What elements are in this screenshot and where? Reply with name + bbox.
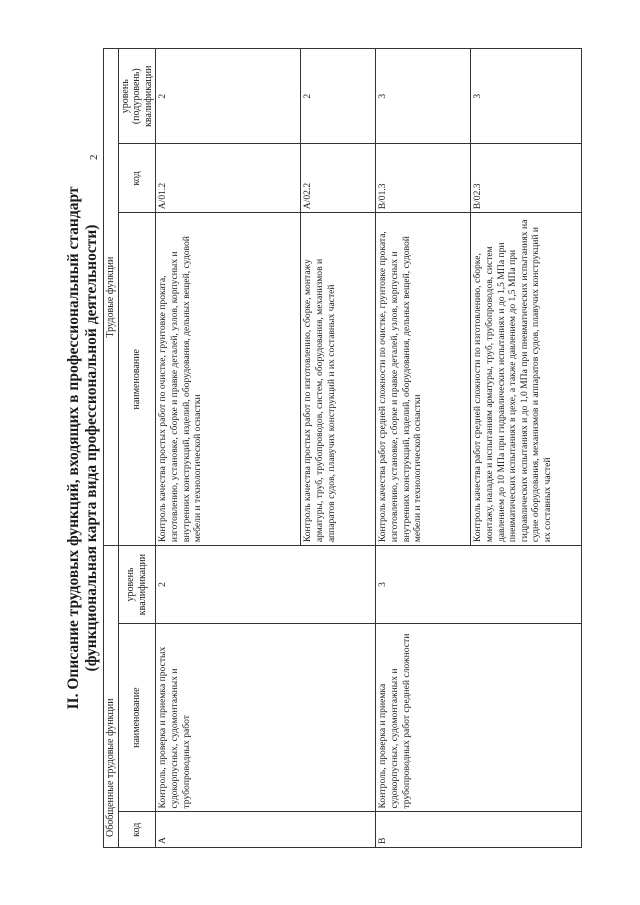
page-title — [65, 48, 103, 848]
header-name: наименование — [118, 623, 156, 812]
header-row-2 — [118, 49, 156, 848]
table-row — [156, 49, 301, 848]
function-name: Контроль качества простых работ по очистке, грунтовке проката, изготовлению, установке, сборке и правке деталей, узлов, корпусных и внутренних конструкций, изделий, оборудования, дельных вещей, судовой мебели и технологической оснастки — [156, 213, 301, 546]
function-code: A/02.2 — [301, 144, 376, 213]
functional-map-table — [103, 48, 582, 848]
group-level: 2 — [156, 546, 376, 624]
header-row-1 — [104, 49, 119, 848]
function-code: A/01.2 — [156, 144, 301, 213]
header-code: код — [118, 812, 156, 848]
rotated-document — [65, 48, 595, 848]
header-functions: Трудовые функции — [104, 49, 119, 546]
header-level: уровень квалификации — [118, 546, 156, 624]
group-code: A — [156, 812, 376, 848]
function-level: 3 — [471, 49, 582, 144]
group-name: Контроль, проверка и приемка простых судокорпусных, судомонтажных и трубопроводных работ — [156, 623, 376, 812]
function-name: Контроль качества работ средней сложности по изготовлению, сборке, монтажу, наладке и испытаниям арматуры, труб, трубопроводов, систем давлением до 10 МПа при гидравлических испытаниях и до 1,5 МПа при пневматических испытаниях в цехе, а также давлением до 1,5 МПа при гидравлических испытаниях и до 1,0 МПа при пневматических испытаниях на судне оборудования, механизмов и аппаратов судов, плавучих конструкций и их составных частей — [471, 213, 582, 546]
page-number: 2 — [88, 154, 100, 160]
function-level: 3 — [376, 49, 471, 144]
function-code: B/02.3 — [471, 144, 582, 213]
header-function-name: наименование — [118, 213, 156, 546]
group-name: Контроль, проверка и приемка судокорпусных, судомонтажных и трубопроводных работ средней сложности — [376, 623, 582, 812]
header-function-code: код — [118, 144, 156, 213]
function-level: 2 — [156, 49, 301, 144]
title-line-1: II. Описание трудовых функций, входящих в профессиональный стандарт — [65, 186, 82, 710]
function-code: B/01.3 — [376, 144, 471, 213]
table-row — [376, 49, 471, 848]
title-line-2: (функциональная карта вида профессиональной деятельности) — [83, 224, 100, 672]
function-name: Контроль качества простых работ по изготовлению, сборке, монтажу арматуры, труб, трубопроводов, систем, оборудования, механизмов и аппаратов судов, плавучих конструкций и их составных частей — [301, 213, 376, 546]
header-function-level: уровень (подуровень) квалификации — [118, 49, 156, 144]
function-level: 2 — [301, 49, 376, 144]
group-code: B — [376, 812, 582, 848]
group-level: 3 — [376, 546, 582, 624]
header-generalized: Обобщенные трудовые функции — [104, 546, 119, 848]
function-name: Контроль качества работ средней сложности по очистке, грунтовке проката, изготовлению, установке, сборке и правке деталей, узлов, корпусных и внутренних конструкций, изделий, оборудования, дельных вещей, судовой мебели и технологической оснастки — [376, 213, 471, 546]
